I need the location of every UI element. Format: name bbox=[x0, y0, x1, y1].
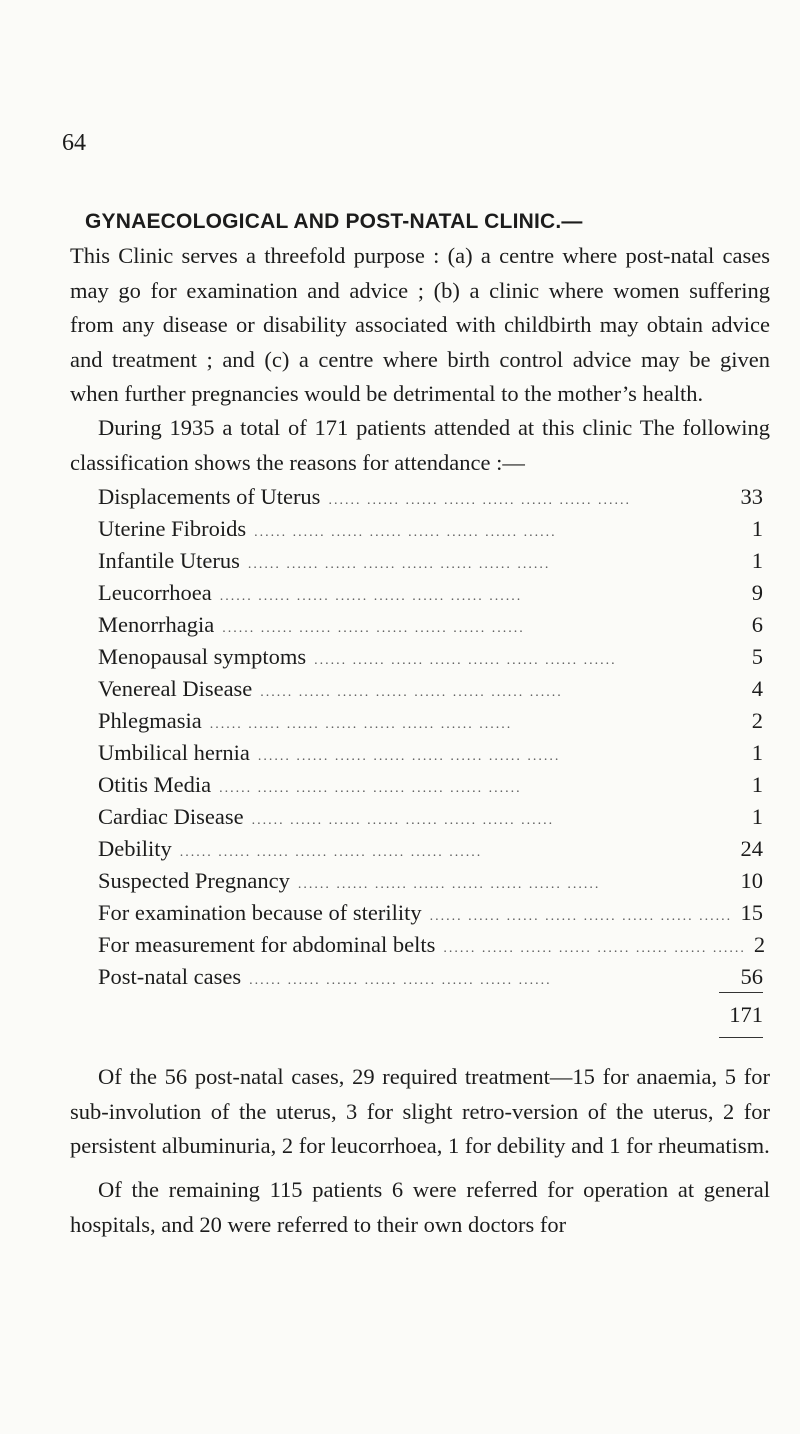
leader-dots: ...... ...... ...... ...... ...... ...... ...... ...... bbox=[254, 525, 557, 541]
reason-label: Infantile Uterus bbox=[98, 548, 240, 574]
reason-label: For measurement for abdominal belts bbox=[98, 932, 436, 958]
reason-label: Leucorrhoea bbox=[98, 580, 212, 606]
count-value: 15 bbox=[740, 900, 763, 926]
count-value: 4 bbox=[751, 676, 763, 702]
count-value: 2 bbox=[751, 708, 763, 734]
leader-dots: ...... ...... ...... ...... ...... ...... ...... ...... bbox=[222, 621, 525, 637]
leader-dots: ...... ...... ...... ...... ...... ...... ...... ...... bbox=[297, 877, 601, 893]
table-row bbox=[98, 832, 763, 864]
leader-dots: ...... ...... ...... ...... ...... ...... ...... ...... bbox=[179, 845, 483, 861]
count-value: 1 bbox=[751, 772, 763, 798]
rule-line bbox=[719, 1037, 763, 1038]
table-row bbox=[98, 576, 763, 608]
reason-label: Menopausal symptoms bbox=[98, 644, 307, 670]
leader-dots: ...... ...... ...... ...... ...... ...... ...... ...... bbox=[443, 941, 746, 957]
reason-label: Displacements of Uterus bbox=[98, 484, 321, 510]
leader-dots: ...... ...... ...... ...... ...... ...... ...... ...... bbox=[260, 685, 563, 701]
leader-dots: ...... ...... ...... ...... ...... ...... ...... ...... bbox=[247, 557, 551, 573]
postnatal-paragraph: Of the 56 post-natal cases, 29 required treatment—15 for anaemia, 5 for sub-involution of the uterus, 3 for slight retro-version of the uterus, 2 for persistent albuminuria, 2 for leucorrhoea, 1 for debility and 1 for rheumatism. bbox=[70, 1064, 770, 1159]
count-value: 1 bbox=[751, 740, 763, 766]
table-row bbox=[98, 960, 763, 992]
leader-dots: ...... ...... ...... ...... ...... ...... ...... ...... bbox=[219, 781, 522, 797]
table-row bbox=[98, 640, 763, 672]
table-row bbox=[98, 672, 763, 704]
reason-label: Venereal Disease bbox=[98, 676, 253, 702]
count-value: 6 bbox=[751, 612, 763, 638]
intro-text: This Clinic serves a threefold purpose : (a) a centre where post-natal cases may go for examination and advice ; (b) a clinic where women suffering from any disease or disability associated with childbirth may obtain advice and treatment ; and (c) a centre where birth control advice may be given when further pregnancies would be detrimental to the mother’s health. bbox=[70, 243, 770, 407]
attendance-paragraph: During 1935 a total of 171 patients attended at this clinic The following classification shows the reasons for attendance :— bbox=[70, 415, 770, 475]
leader-dots: ...... ...... ...... ...... ...... ...... ...... ...... bbox=[328, 493, 631, 509]
leader-dots: ...... ...... ...... ...... ...... ...... ...... ...... bbox=[249, 973, 552, 989]
page-content bbox=[70, 205, 770, 1242]
table-row bbox=[98, 864, 763, 896]
reason-label: Phlegmasia bbox=[98, 708, 202, 734]
intro-paragraph bbox=[70, 205, 770, 411]
table-row bbox=[98, 480, 763, 512]
reason-label: Uterine Fibroids bbox=[98, 516, 247, 542]
page-number: 64 bbox=[62, 130, 86, 156]
reason-label: Cardiac Disease bbox=[98, 804, 244, 830]
count-value: 1 bbox=[751, 804, 763, 830]
leader-dots: ...... ...... ...... ...... ...... ...... ...... ...... bbox=[251, 813, 555, 829]
leader-dots: ...... ...... ...... ...... ...... ...... ...... ...... bbox=[219, 589, 523, 605]
total-rule-bottom bbox=[98, 1037, 763, 1038]
total-count: 171 bbox=[729, 1002, 763, 1028]
count-value: 2 bbox=[753, 932, 766, 958]
classification-table bbox=[98, 480, 766, 992]
reason-label: Debility bbox=[98, 836, 172, 862]
reason-label: For examination because of sterility bbox=[98, 900, 422, 926]
count-value: 1 bbox=[751, 548, 763, 574]
reason-label: Otitis Media bbox=[98, 772, 212, 798]
count-value: 5 bbox=[751, 644, 763, 670]
count-value: 9 bbox=[751, 580, 763, 606]
reason-label: Menorrhagia bbox=[98, 612, 215, 638]
table-row bbox=[98, 800, 763, 832]
table-row bbox=[98, 544, 763, 576]
table-row bbox=[98, 512, 763, 544]
count-value: 10 bbox=[740, 868, 763, 894]
reason-label: Post-natal cases bbox=[98, 964, 242, 990]
reason-label: Suspected Pregnancy bbox=[98, 868, 290, 894]
count-value: 56 bbox=[740, 964, 763, 990]
table-row bbox=[98, 704, 763, 736]
count-value: 1 bbox=[751, 516, 763, 542]
table-row bbox=[98, 608, 763, 640]
leader-dots: ...... ...... ...... ...... ...... ...... ...... ...... bbox=[209, 717, 513, 733]
count-value: 24 bbox=[740, 836, 763, 862]
table-row bbox=[98, 768, 763, 800]
leader-dots: ...... ...... ...... ...... ...... ...... ...... ...... bbox=[257, 749, 561, 765]
count-value: 33 bbox=[740, 484, 763, 510]
leader-dots: ...... ...... ...... ...... ...... ...... ...... ...... bbox=[314, 653, 617, 669]
table-row bbox=[98, 896, 763, 928]
table-row bbox=[98, 928, 766, 960]
remaining-paragraph: Of the remaining 115 patients 6 were referred for operation at general hospitals, and 20 were referred to their own doctors for bbox=[70, 1177, 770, 1237]
leader-dots: ...... ...... ...... ...... ...... ...... ...... ...... bbox=[429, 909, 733, 925]
reason-label: Umbilical hernia bbox=[98, 740, 250, 766]
section-heading: GYNAECOLOGICAL AND POST-NATAL CLINIC.— bbox=[85, 210, 583, 233]
table-row bbox=[98, 736, 763, 768]
